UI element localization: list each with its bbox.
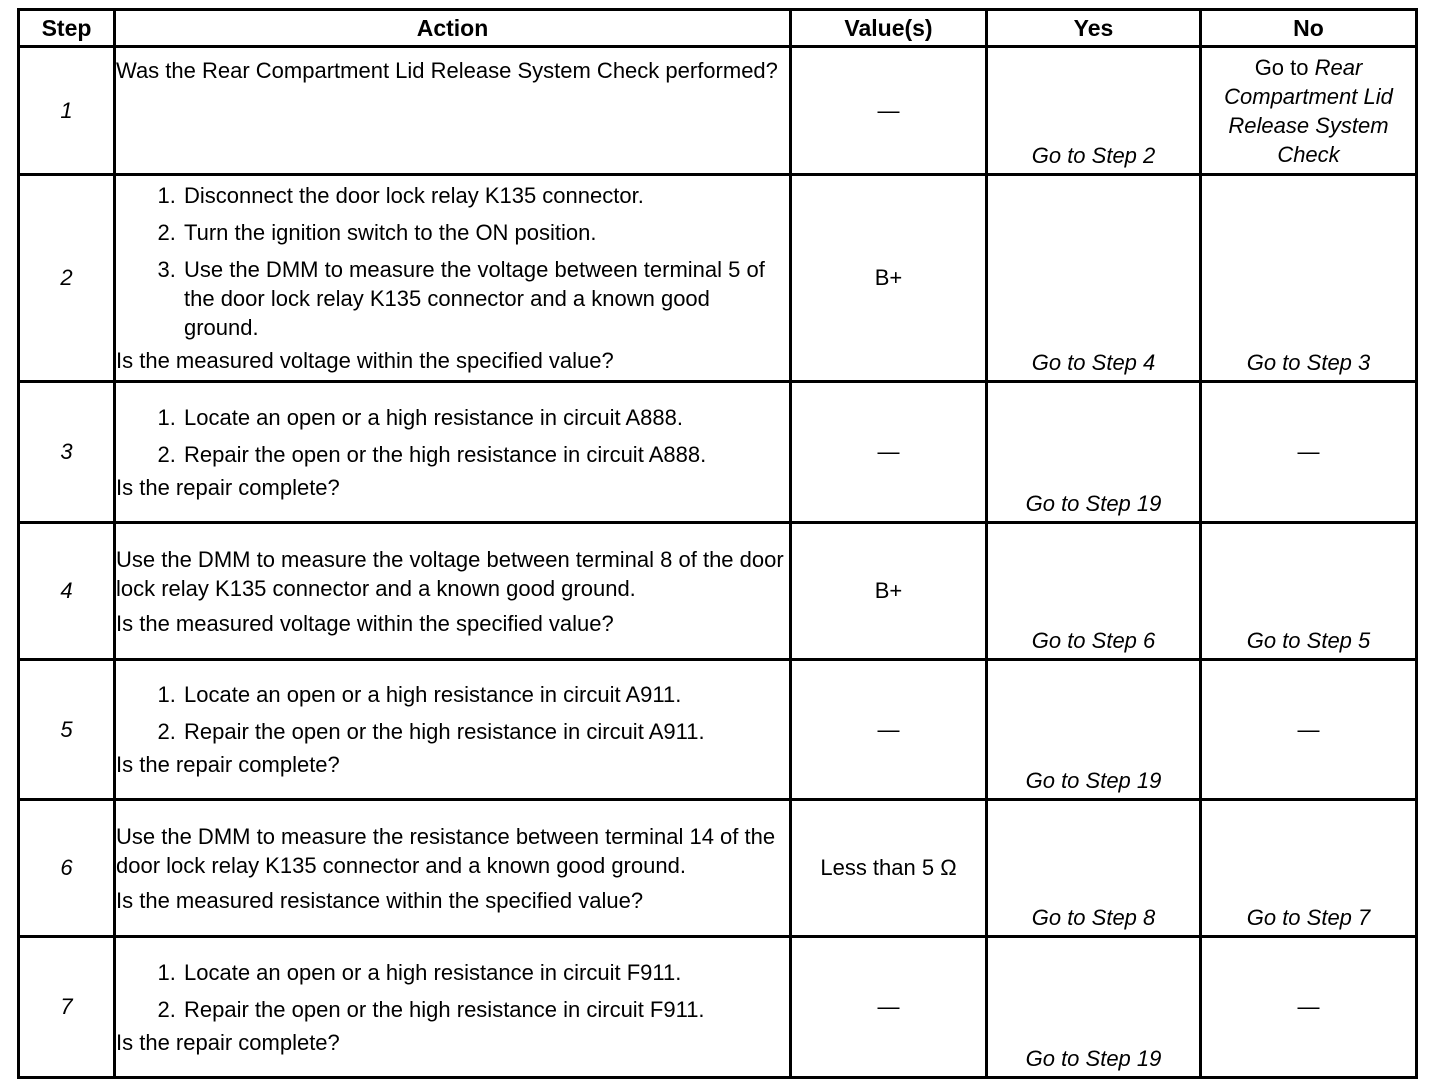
no-link[interactable]: Go to Step 3 [1246, 350, 1371, 375]
value-cell: — [791, 937, 987, 1078]
action-steps [116, 958, 789, 1024]
table-row [19, 523, 1417, 660]
yes-cell [987, 937, 1201, 1078]
yes-link[interactable]: Go to Step 6 [1031, 628, 1156, 653]
action-question: Is the measured resistance within the specified value? [116, 887, 644, 913]
table-row [19, 660, 1417, 800]
value-cell: B+ [791, 175, 987, 382]
step-number: 4 [19, 523, 115, 660]
yes-link[interactable]: Go to Step 8 [1031, 905, 1156, 930]
no-cell [1201, 175, 1417, 382]
action-cell [115, 937, 791, 1078]
yes-cell [987, 660, 1201, 800]
table-row [19, 800, 1417, 937]
table-row [19, 175, 1417, 382]
yes-cell [987, 523, 1201, 660]
action-step: 2. Turn the ignition switch to the ON position. [182, 218, 789, 247]
action-step: 1. Disconnect the door lock relay K135 connector. [182, 181, 789, 210]
step-number: 1 [19, 47, 115, 175]
action-step: 2. Repair the open or the high resistance in circuit F911. [182, 995, 789, 1024]
action-steps [116, 181, 789, 342]
header-row [19, 10, 1417, 47]
action-question: Is the measured voltage within the specified value? [116, 610, 614, 636]
no-link[interactable]: Go to Step 5 [1246, 628, 1371, 653]
action-cell [115, 175, 791, 382]
action-question: Is the repair complete? [116, 1029, 340, 1055]
action-text: Use the DMM to measure the resistance between terminal 14 of the door lock relay K135 connector and a known good ground. [116, 823, 776, 878]
action-step: 1. Locate an open or a high resistance in circuit A888. [182, 403, 789, 432]
yes-link[interactable]: Go to Step 4 [1031, 350, 1156, 375]
action-steps [116, 680, 789, 746]
table-row [19, 937, 1417, 1078]
action-step: 2. Repair the open or the high resistance in circuit A911. [182, 717, 789, 746]
header-no: No [1201, 10, 1417, 47]
header-action: Action [115, 10, 791, 47]
yes-cell [987, 175, 1201, 382]
yes-cell [987, 47, 1201, 175]
action-step: 2. Repair the open or the high resistance in circuit A888. [182, 440, 789, 469]
yes-cell [987, 382, 1201, 523]
yes-link[interactable]: Go to Step 19 [1025, 768, 1162, 793]
value-cell: — [791, 382, 987, 523]
value-cell: Less than 5 Ω [791, 800, 987, 937]
value-cell: B+ [791, 523, 987, 660]
header-yes: Yes [987, 10, 1201, 47]
action-question: Is the repair complete? [116, 752, 340, 777]
action-text: Was the Rear Compartment Lid Release System Check performed? [116, 58, 778, 83]
yes-cell [987, 800, 1201, 937]
action-question: Is the repair complete? [116, 474, 340, 500]
step-number: 6 [19, 800, 115, 937]
yes-link[interactable]: Go to Step 19 [1025, 1046, 1162, 1071]
value-cell: — [791, 47, 987, 175]
no-cell: — [1201, 382, 1417, 523]
header-step: Step [19, 10, 115, 47]
step-number: 5 [19, 660, 115, 800]
action-cell [115, 800, 791, 937]
no-link[interactable] [1202, 53, 1415, 169]
no-prefix: Go to [1254, 54, 1309, 80]
no-cell [1201, 523, 1417, 660]
no-cell: — [1201, 660, 1417, 800]
no-cell [1201, 800, 1417, 937]
step-number: 3 [19, 382, 115, 523]
action-cell [115, 382, 791, 523]
no-italic-target: Rear Compartment Lid Release System Check [1224, 54, 1393, 167]
no-cell: — [1201, 937, 1417, 1078]
no-link[interactable]: Go to Step 7 [1246, 905, 1371, 930]
yes-link[interactable]: Go to Step 2 [1031, 143, 1156, 168]
table-row [19, 382, 1417, 523]
value-cell: — [791, 660, 987, 800]
step-number: 2 [19, 175, 115, 382]
action-step: 1. Locate an open or a high resistance in circuit A911. [182, 680, 789, 709]
no-cell [1201, 47, 1417, 175]
action-cell [115, 47, 791, 175]
action-step: 3. Use the DMM to measure the voltage between terminal 5 of the door lock relay K135 connector and a known good ground. [182, 255, 789, 342]
action-cell [115, 660, 791, 800]
table-row [19, 47, 1417, 175]
action-steps [116, 403, 789, 469]
diagnostic-table [17, 8, 1418, 1079]
header-values: Value(s) [791, 10, 987, 47]
action-cell [115, 523, 791, 660]
action-step: 1. Locate an open or a high resistance in circuit F911. [182, 958, 789, 987]
action-text: Use the DMM to measure the voltage between terminal 8 of the door lock relay K135 connector and a known good ground. [116, 546, 784, 601]
step-number: 7 [19, 937, 115, 1078]
action-question: Is the measured voltage within the specified value? [116, 348, 614, 373]
yes-link[interactable]: Go to Step 19 [1025, 491, 1162, 516]
